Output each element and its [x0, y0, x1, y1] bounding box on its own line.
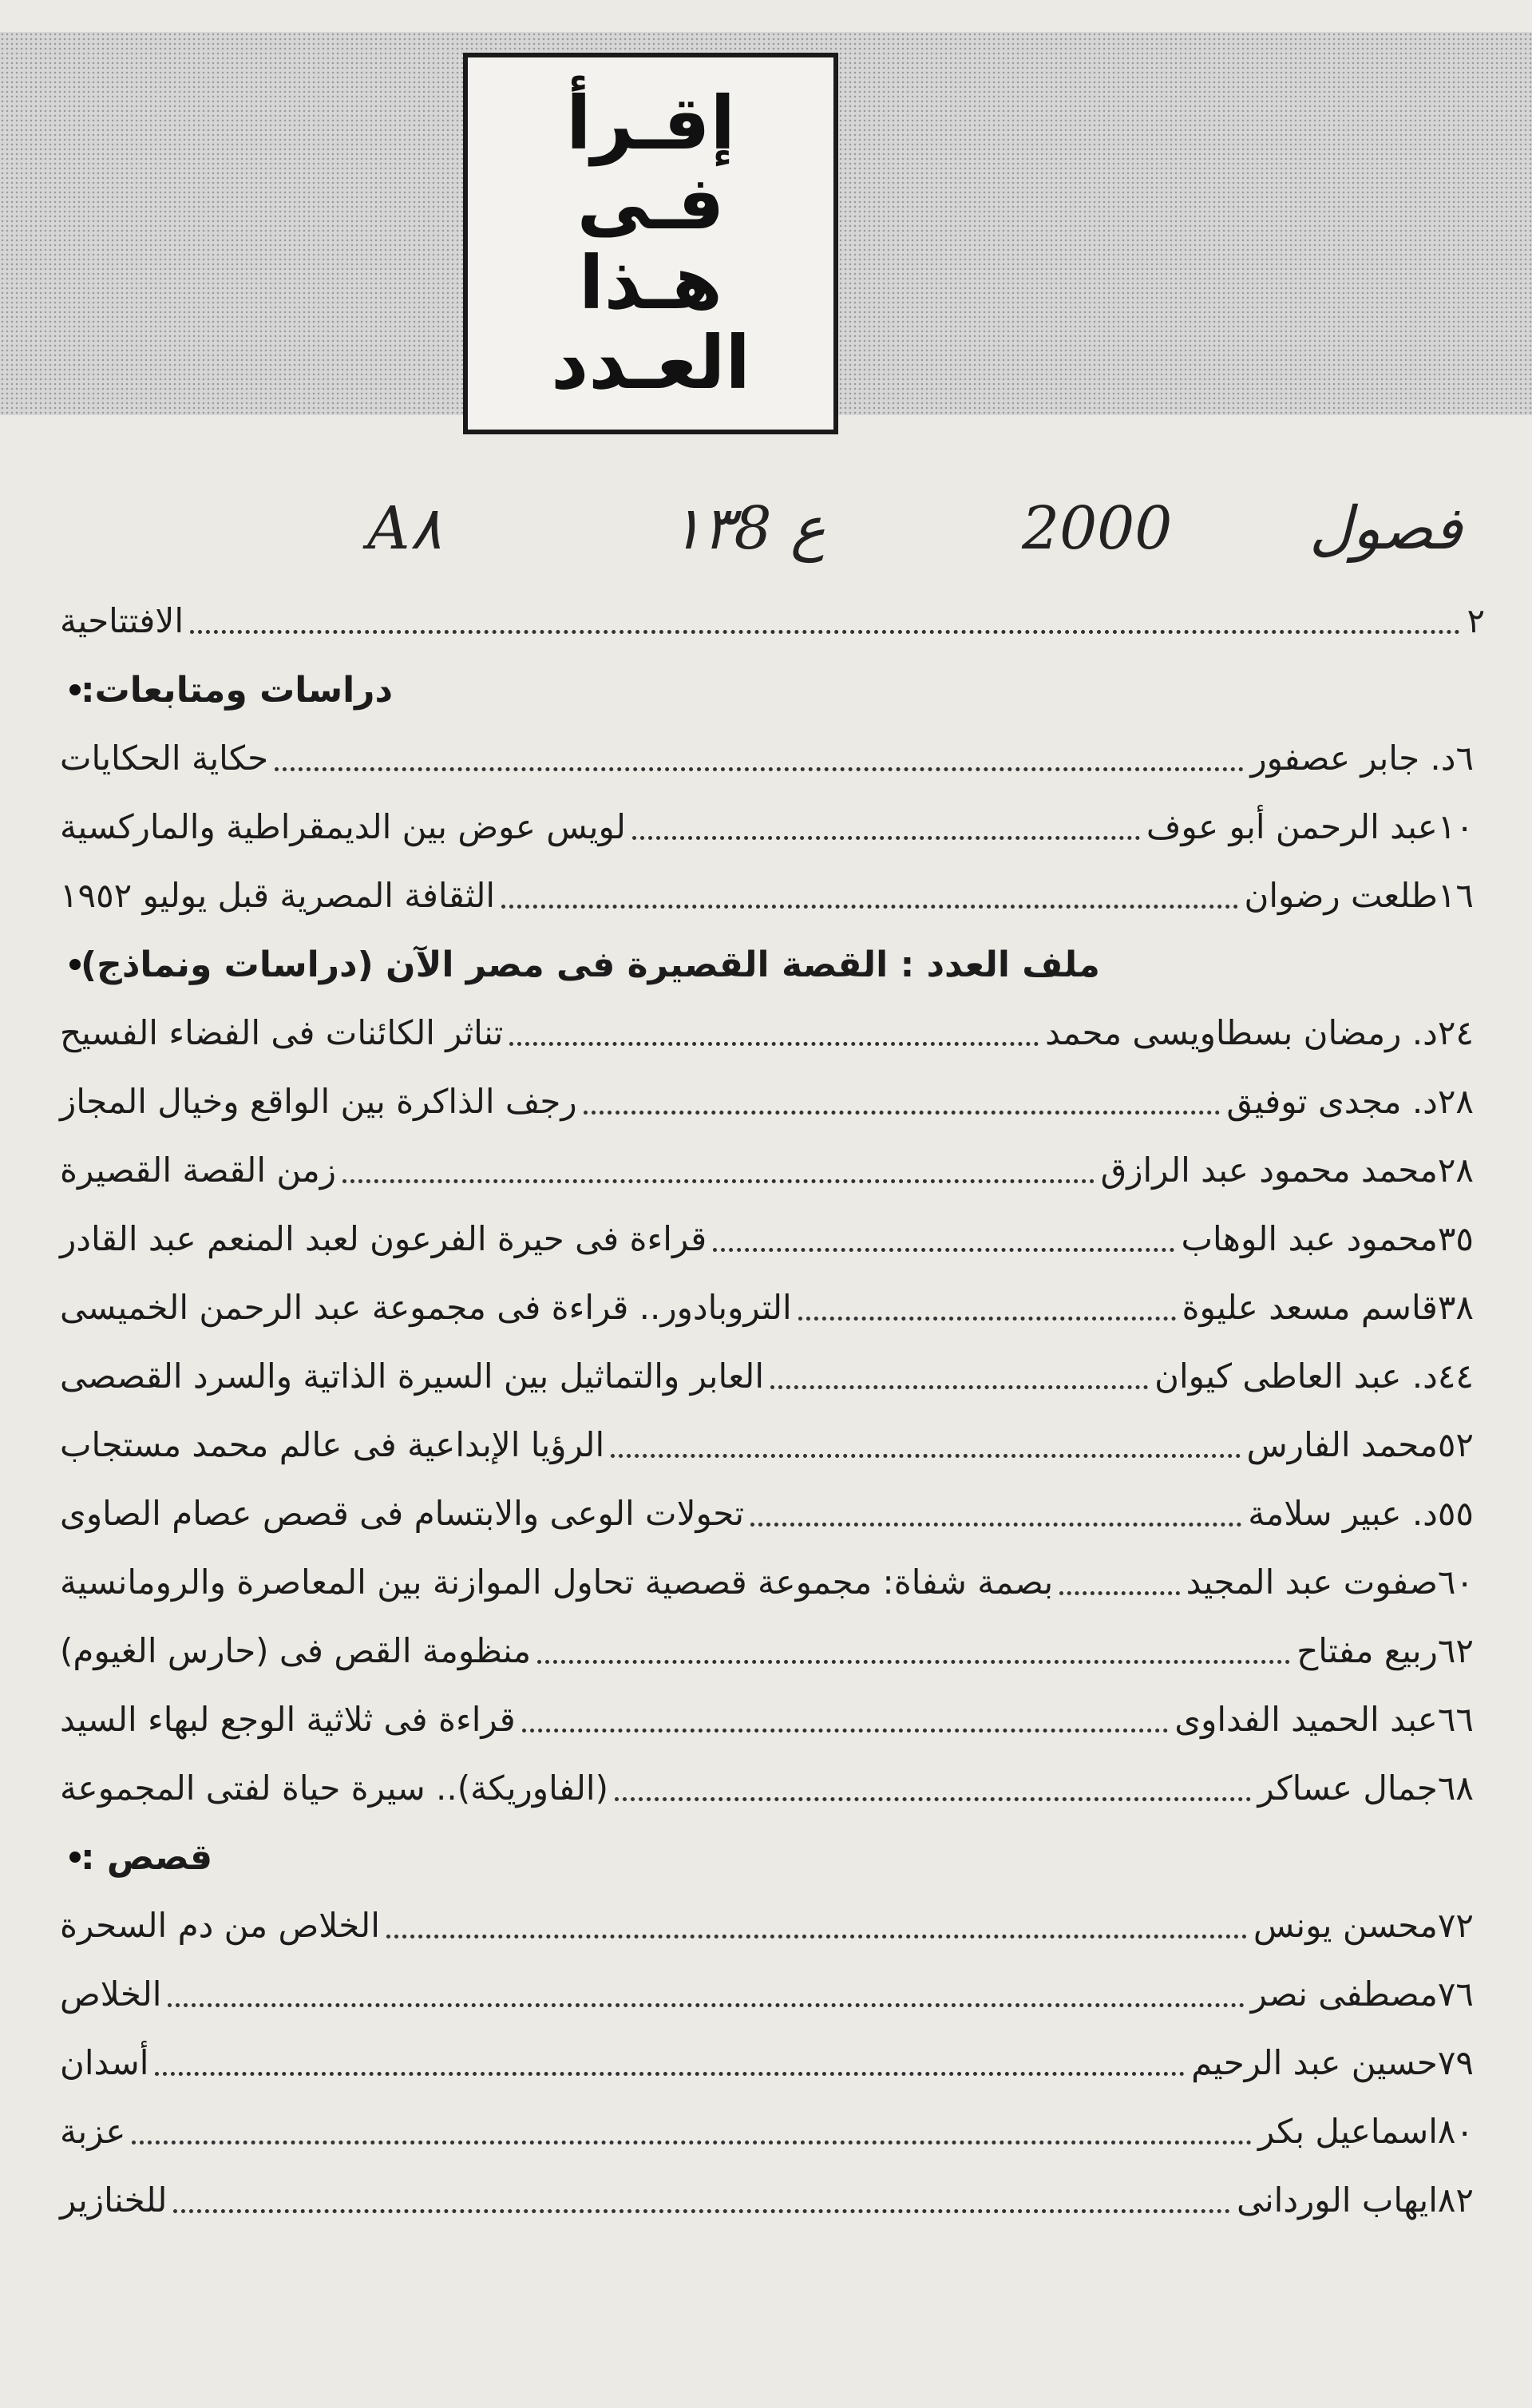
toc-page-number: ١٦ — [1437, 876, 1474, 915]
title-box — [463, 53, 838, 434]
toc-entry-title: للخنازير — [60, 2180, 168, 2220]
toc-page-number: ٢٨ — [1437, 1151, 1474, 1190]
handwritten-year: 2000 — [1022, 494, 1173, 563]
section-heading-text: ملف العدد : القصة القصيرة فى مصر الآن (دراسات ونماذج) — [81, 944, 1100, 985]
title-line: هـذا — [579, 240, 722, 326]
handwritten-issue-letter: ع — [790, 494, 826, 563]
toc-entry-author: محمود عبد الوهاب — [1181, 1219, 1438, 1258]
toc-page-number: ٢ — [1467, 601, 1485, 640]
dot-leader — [632, 833, 1140, 840]
toc-entry — [60, 2097, 1485, 2166]
toc-entry-title: رجف الذاكرة بين الواقع وخيال المجاز — [60, 1082, 577, 1121]
handwritten-annotation — [0, 489, 1532, 584]
toc-entry — [60, 1067, 1485, 1136]
toc-entry-author: محسن يونس — [1253, 1906, 1438, 1945]
toc-entry-author: عبد الرحمن أبو عوف — [1146, 807, 1438, 846]
toc-entry-author: مصطفى نصر — [1250, 1974, 1438, 2014]
toc-page-number: ٦٨ — [1437, 1768, 1474, 1808]
toc-entry-title: لويس عوض بين الديمقراطية والماركسية — [60, 807, 626, 846]
dot-leader — [611, 1451, 1240, 1458]
dot-leader — [584, 1107, 1221, 1115]
toc-entry-author: قاسم مسعد عليوة — [1182, 1288, 1438, 1327]
section-heading — [60, 930, 1485, 999]
toc-entry-title: الافتتاحية — [60, 601, 184, 640]
toc-entry — [60, 1136, 1485, 1205]
handwritten-name: فصول — [1309, 494, 1463, 563]
toc-entry — [60, 2166, 1485, 2235]
toc-entry — [60, 1479, 1485, 1548]
toc-page-number: ٦ — [1455, 739, 1474, 778]
title-line: إقـرأ — [566, 81, 735, 166]
toc-entry-author: ربيع مفتاح — [1296, 1631, 1438, 1670]
toc-entry-author: د. رمضان بسطاويسى محمد — [1045, 1013, 1438, 1052]
section-heading — [60, 655, 1485, 724]
toc-page-number: ٦٢ — [1437, 1631, 1474, 1670]
dot-leader — [168, 2000, 1244, 2007]
toc-entry — [60, 1754, 1485, 1823]
toc-page-number: ٥٥ — [1437, 1494, 1474, 1533]
toc-page-number: ٣٨ — [1437, 1288, 1474, 1327]
toc-page-number: ٦٦ — [1437, 1700, 1474, 1739]
toc-entry-title: قراءة فى حيرة الفرعون لعبد المنعم عبد القادر — [60, 1219, 707, 1258]
toc-entry — [60, 1273, 1485, 1342]
dot-leader — [386, 1931, 1247, 1939]
toc-entry — [60, 1960, 1485, 2029]
title-line: العـدد — [551, 320, 750, 406]
toc-page-number: ٧٩ — [1437, 2043, 1474, 2082]
dot-leader — [155, 2069, 1185, 2076]
handwritten-left: A٨ — [367, 494, 442, 563]
toc-entry-title: الخلاص — [60, 1974, 162, 2014]
toc-entry — [60, 999, 1485, 1067]
dot-leader — [1059, 1588, 1179, 1595]
toc-page-number: ٨٠ — [1437, 2112, 1474, 2151]
dot-leader — [173, 2206, 1230, 2213]
dot-leader — [509, 1039, 1039, 1046]
table-of-contents — [60, 587, 1485, 2235]
dot-leader — [342, 1176, 1095, 1183]
toc-entry — [60, 587, 1485, 655]
dot-leader — [770, 1382, 1148, 1389]
toc-entry — [60, 2029, 1485, 2097]
toc-entry-title: قراءة فى ثلاثية الوجع لبهاء السيد — [60, 1700, 516, 1739]
toc-page-number: ١٠ — [1437, 807, 1474, 846]
toc-entry-title: أسدان — [60, 2043, 149, 2082]
section-items — [60, 1891, 1485, 2235]
toc-page-number: ٢٤ — [1437, 1013, 1474, 1052]
toc-entry-title: بصمة شفاة: مجموعة قصصية تحاول الموازنة بين المعاصرة والرومانسية — [60, 1562, 1054, 1602]
toc-page-number: ٥٢ — [1437, 1425, 1474, 1464]
toc-entry-title: العابر والتماثيل بين السيرة الذاتية والسرد القصصى — [60, 1356, 764, 1396]
toc-entry-author: د. عبير سلامة — [1248, 1494, 1438, 1533]
toc-entry — [60, 1411, 1485, 1479]
toc-entry-author: اسماعيل بكر — [1257, 2112, 1438, 2151]
toc-entry-title: (الفاوريكة).. سيرة حياة لفتى المجموعة — [60, 1768, 608, 1808]
toc-entry-author: عبد الحميد الفداوى — [1174, 1700, 1438, 1739]
toc-page-number: ٣٥ — [1437, 1219, 1474, 1258]
dot-leader — [190, 627, 1460, 634]
toc-entry — [60, 1891, 1485, 1960]
bullet-icon — [69, 959, 81, 970]
dot-leader — [522, 1725, 1169, 1733]
toc-entry-author: جمال عساكر — [1257, 1768, 1438, 1808]
section-heading — [60, 1823, 1485, 1891]
toc-entry-author: محمد الفارس — [1246, 1425, 1438, 1464]
toc-entry-author: د. مجدى توفيق — [1226, 1082, 1438, 1121]
toc-page-number: ٧٦ — [1437, 1974, 1474, 2014]
toc-entry-author: د. عبد العاطى كيوان — [1154, 1356, 1438, 1396]
toc-entry-title: زمن القصة القصيرة — [60, 1151, 337, 1190]
toc-page-number: ٤٤ — [1437, 1356, 1474, 1396]
dot-leader — [713, 1245, 1174, 1252]
toc-page-number: ٢٨ — [1437, 1082, 1474, 1121]
toc-page-number: ٦٠ — [1437, 1562, 1474, 1602]
toc-entry-title: حكاية الحكايات — [60, 739, 269, 778]
toc-entry — [60, 861, 1485, 930]
toc-entry — [60, 1548, 1485, 1617]
toc-entry-title: تحولات الوعى والابتسام فى قصص عصام الصاوى — [60, 1494, 745, 1533]
toc-entry-author: صفوت عبد المجيد — [1186, 1562, 1438, 1602]
toc-entry-author: حسين عبد الرحيم — [1191, 2043, 1438, 2082]
toc-entry-title: الخلاص من دم السحرة — [60, 1906, 380, 1945]
toc-entry — [60, 1342, 1485, 1411]
bullet-icon — [69, 684, 81, 695]
toc-entry-title: منظومة القص فى (حارس الغيوم) — [60, 1631, 532, 1670]
dot-leader — [798, 1313, 1176, 1321]
toc-entry-author: ايهاب الوردانى — [1236, 2180, 1438, 2220]
toc-entry-title: عزبة — [60, 2112, 126, 2151]
dot-leader — [750, 1519, 1241, 1527]
dot-leader — [275, 764, 1244, 771]
toc-entry-author: طلعت رضوان — [1244, 876, 1438, 915]
toc-entry — [60, 1205, 1485, 1273]
handwritten-issue-number: ١٣8 — [671, 494, 772, 563]
toc-entry — [60, 793, 1485, 861]
toc-entry-author: محمد محمود عبد الرازق — [1100, 1151, 1438, 1190]
toc-entry-title: التروبادور.. قراءة فى مجموعة عبد الرحمن الخميسى — [60, 1288, 792, 1327]
toc-entry-title: الرؤيا الإبداعية فى عالم محمد مستجاب — [60, 1425, 605, 1464]
toc-entry — [60, 724, 1485, 793]
dot-leader — [501, 901, 1237, 909]
toc-page-number: ٨٢ — [1437, 2180, 1474, 2220]
title-line: فـى — [576, 160, 725, 246]
section-heading-text: قصص : — [81, 1836, 213, 1878]
toc-entry-title: الثقافة المصرية قبل يوليو ١٩٥٢ — [60, 876, 496, 915]
dot-leader — [132, 2137, 1252, 2145]
toc-entry-author: د. جابر عصفور — [1250, 739, 1456, 778]
toc-entry — [60, 1617, 1485, 1685]
toc-entry-title: تناثر الكائنات فى الفضاء الفسيح — [60, 1013, 504, 1052]
toc-entry — [60, 1685, 1485, 1754]
toc-page-number: ٧٢ — [1437, 1906, 1474, 1945]
section-items — [60, 999, 1485, 1823]
dot-leader — [537, 1657, 1290, 1664]
section-heading-text: دراسات ومتابعات: — [81, 669, 394, 711]
dot-leader — [615, 1794, 1251, 1801]
bullet-icon — [69, 1852, 81, 1863]
section-items — [60, 724, 1485, 930]
